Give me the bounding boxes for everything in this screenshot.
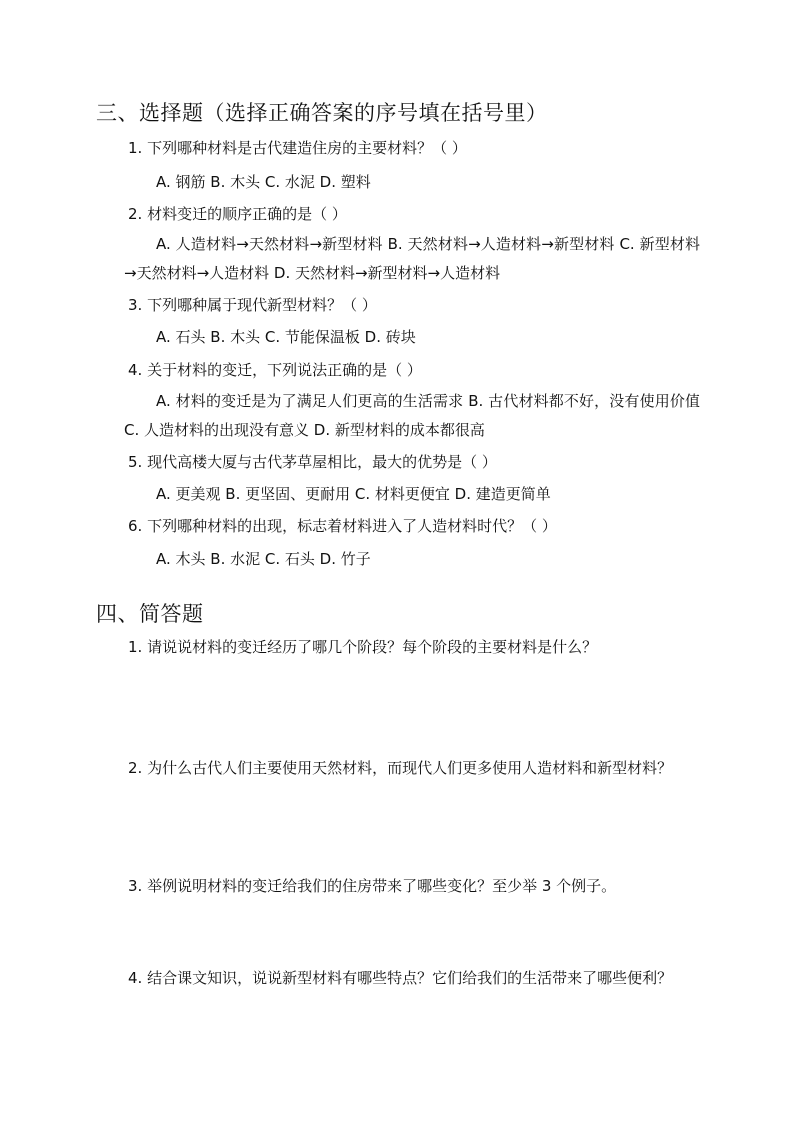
section-heading-short-answer: 四、简答题 — [96, 602, 204, 626]
choice-options-3: A. 石头 B. 木头 C. 节能保温板 D. 砖块 — [156, 328, 416, 346]
choice-options-5: A. 更美观 B. 更坚固、更耐用 C. 材料更便宜 D. 建造更简单 — [156, 485, 551, 503]
section-heading-choice: 三、选择题（选择正确答案的序号填在括号里） — [96, 101, 548, 125]
choice-question-5: 5. 现代高楼大厦与古代茅草屋相比，最大的优势是（ ） — [128, 453, 497, 471]
choice-question-6: 6. 下列哪种材料的出现，标志着材料进入了人造材料时代？（ ） — [128, 517, 557, 535]
choice-options-1: A. 钢筋 B. 木头 C. 水泥 D. 塑料 — [156, 173, 371, 191]
choice-question-2: 2. 材料变迁的顺序正确的是（ ） — [128, 205, 347, 223]
choice-options-4: A. 材料的变迁是为了满足人们更高的生活需求 B. 古代材料都不好，没有使用价值 C. 人造材料的出现没有意义 D. 新型材料的成本都很高 — [124, 392, 700, 439]
choice-options-6: A. 木头 B. 水泥 C. 石头 D. 竹子 — [156, 550, 371, 568]
short-answer-question-4: 4. 结合课文知识，说说新型材料有哪些特点？它们给我们的生活带来了哪些便利？ — [128, 969, 673, 987]
choice-question-1: 1. 下列哪种材料是古代建造住房的主要材料？（ ） — [128, 139, 467, 157]
short-answer-question-1: 1. 请说说材料的变迁经历了哪几个阶段？每个阶段的主要材料是什么？ — [128, 638, 598, 656]
choice-question-4: 4. 关于材料的变迁，下列说法正确的是（ ） — [128, 361, 422, 379]
choice-question-3: 3. 下列哪种属于现代新型材料？（ ） — [128, 296, 377, 314]
short-answer-question-3: 3. 举例说明材料的变迁给我们的住房带来了哪些变化？至少举 3 个例子。 — [128, 877, 617, 895]
short-answer-question-2: 2. 为什么古代人们主要使用天然材料，而现代人们更多使用人造材料和新型材料？ — [128, 759, 673, 777]
choice-options-2: A. 人造材料→天然材料→新型材料 B. 天然材料→人造材料→新型材料 C. 新型材料→天然材料→人造材料 D. 天然材料→新型材料→人造材料 — [124, 235, 700, 282]
